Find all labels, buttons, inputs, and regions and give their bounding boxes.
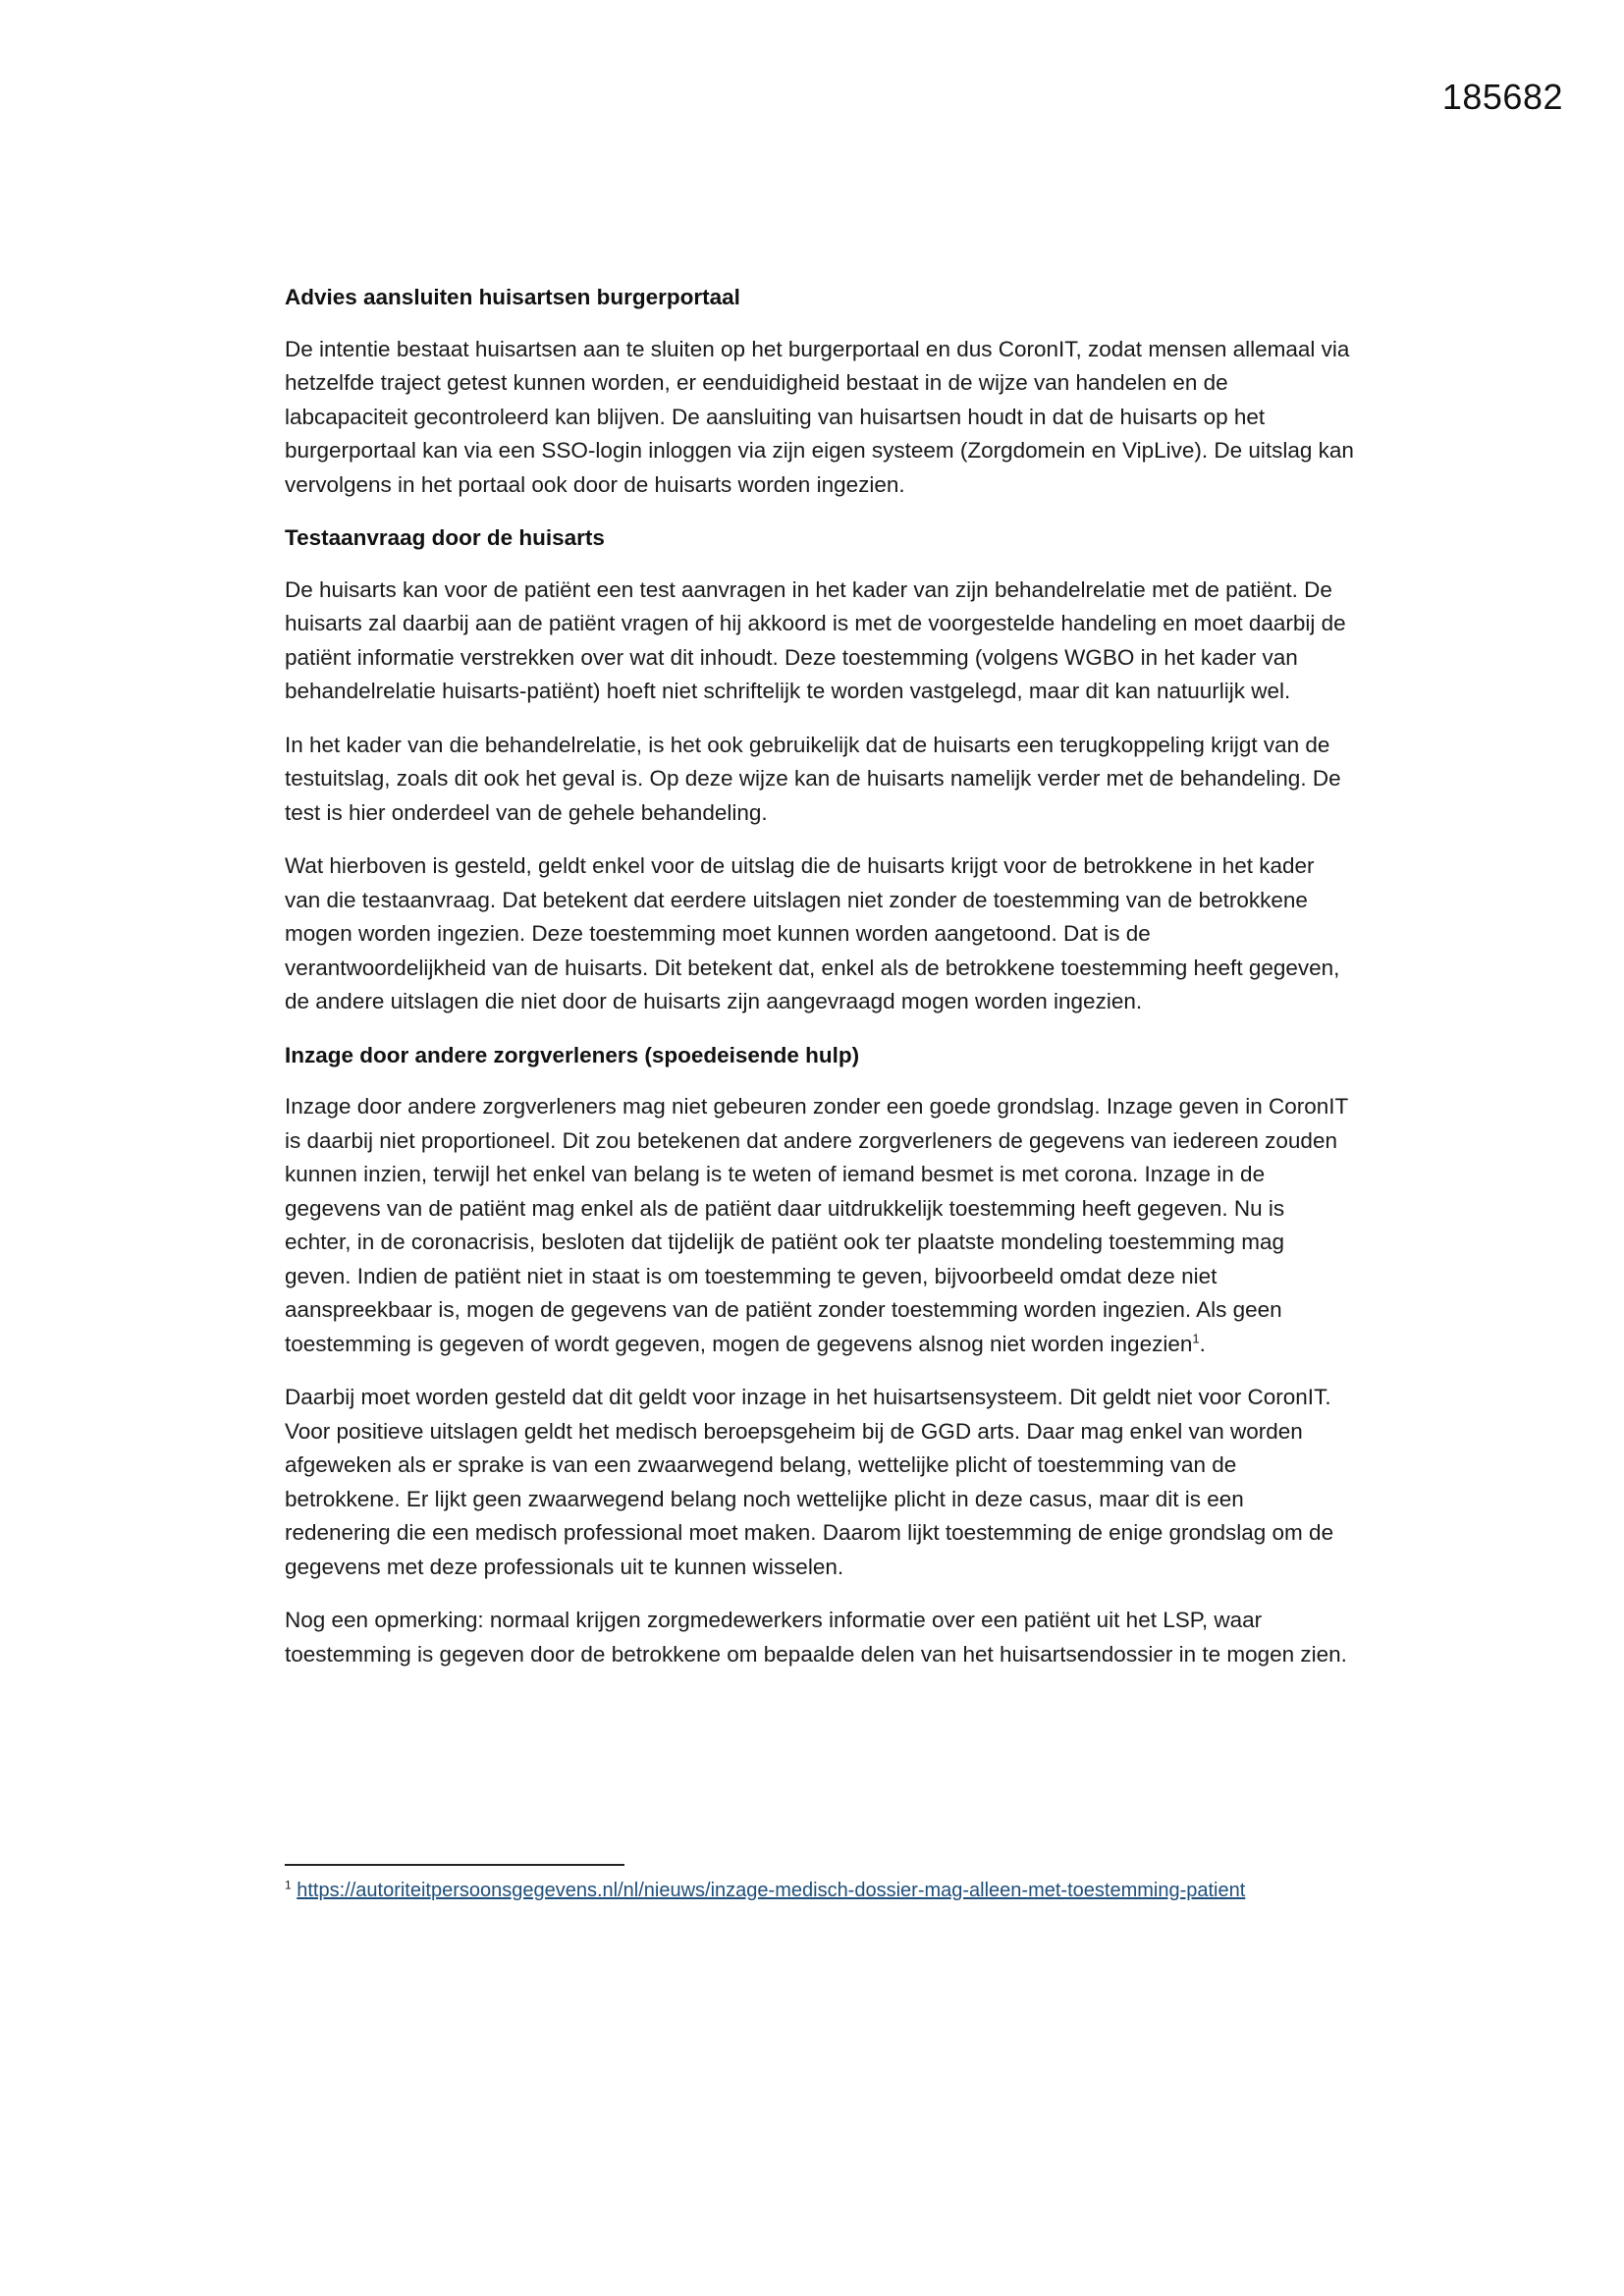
page-number: 185682	[1441, 77, 1563, 117]
paragraph-testaanvraag: De huisarts kan voor de patiënt een test aanvragen in het kader van zijn behandelrelatie met de patiënt. De huisarts zal daarbij aan de patiënt vragen of hij akkoord is met de voorgestelde handeling en moet daarbij de patiënt informatie verstrekken over wat dit inhoudt. Deze toestemming (volgens WGBO in het kader van behandelrelatie huisarts-patiënt) hoeft niet schriftelijk te worden vastgelegd, maar dit kan natuurlijk wel.	[285, 576, 1346, 703]
paragraph-inzage-end: .	[1199, 1331, 1206, 1356]
paragraph-opmerking: Nog een opmerking: normaal krijgen zorgmedewerkers informatie over een patiënt uit het LSP, waar toestemming is gegeven door de betrokkene om bepaalde delen van het huisartsendossier in te mogen zien.	[285, 1608, 1347, 1667]
heading-inzage: Inzage door andere zorgverleners (spoedeisende hulp)	[285, 1042, 860, 1067]
footnote-ref[interactable]: 1	[1192, 1331, 1200, 1345]
paragraph-inzage-text: Inzage door andere zorgverleners mag niet gebeuren zonder een goede grondslag. Inzage geven in CoronIT is daarbij niet proportioneel. Dit zou betekenen dat andere zorgverleners de gegevens van iedereen zouden kunnen inzien, terwijl het enkel van belang is te weten of iemand besmet is met corona. Inzage in de gegevens van de patiënt mag enkel als de patiënt daar uitdrukkelijk toestemming heeft gegeven. Nu is echter, in de coronacrisis, besloten dat tijdelijk de patiënt ook ter plaatste mondeling toestemming mag geven. Indien de patiënt niet in staat is om toestemming te geven, bijvoorbeeld omdat deze niet aanspreekbaar is, mogen de gegevens van de patiënt zonder toestemming worden ingezien. Als geen toestemming is gegeven of wordt gegeven, mogen de gegevens alsnog niet worden ingezien	[285, 1094, 1348, 1356]
footnote-divider	[285, 1864, 624, 1866]
footnote-link[interactable]: https://autoriteitpersoonsgegevens.nl/nl/nieuws/inzage-medisch-dossier-mag-alleen-met-toestemming-patient	[297, 1880, 1246, 1901]
footnote-number: 1	[285, 1878, 292, 1892]
document-body	[285, 281, 1355, 1691]
paragraph-uitslag: Wat hierboven is gesteld, geldt enkel voor de uitslag die de huisarts krijgt voor de betrokkene in het kader van die testaanvraag. Dat betekent dat eerdere uitslagen niet zonder de toestemming van de betrokkene mogen worden ingezien. Deze toestemming moet kunnen worden aangetoond. Dat is de verantwoordelijkheid van de huisarts. Dit betekent dat, enkel als de betrokkene toestemming heeft gegeven, de andere uitslagen die niet door de huisarts zijn aangevraagd mogen worden ingezien.	[285, 853, 1340, 1013]
heading-testaanvraag: Testaanvraag door de huisarts	[285, 525, 605, 550]
paragraph-behandelrelatie: In het kader van die behandelrelatie, is het ook gebruikelijk dat de huisarts een terugkoppeling krijgt van de testuitslag, zoals dit ook het geval is. Op deze wijze kan de huisarts namelijk verder met de behandeling. De test is hier onderdeel van de gehele behandeling.	[285, 732, 1341, 825]
paragraph-intentie: De intentie bestaat huisartsen aan te sluiten op het burgerportaal en dus CoronIT, zodat mensen allemaal via hetzelfde traject getest kunnen worden, er eenduidigheid bestaat in de wijze van handelen en de labcapaciteit gecontroleerd kan blijven. De aansluiting van huisartsen houdt in dat de huisarts op het burgerportaal kan via een SSO-login inloggen via zijn eigen systeem (Zorgdomein en VipLive). De uitslag kan vervolgens in het portaal ook door de huisarts worden ingezien.	[285, 336, 1354, 497]
paragraph-inzage	[285, 1090, 1355, 1361]
footnote	[285, 1876, 1355, 1906]
paragraph-huisartsensysteem: Daarbij moet worden gesteld dat dit geldt voor inzage in het huisartsensysteem. Dit geldt niet voor CoronIT. Voor positieve uitslagen geldt het medisch beroepsgeheim bij de GGD arts. Daar mag enkel van worden afgeweken als er sprake is van een zwaarwegend belang, wettelijke plicht of toestemming van de betrokkene. Er lijkt geen zwaarwegend belang noch wettelijke plicht in deze casus, maar dit is een redenering die een medisch professional moet maken. Daarom lijkt toestemming de enige grondslag om de gegevens met deze professionals uit te kunnen wisselen.	[285, 1385, 1334, 1579]
heading-advies: Advies aansluiten huisartsen burgerportaal	[285, 285, 740, 309]
